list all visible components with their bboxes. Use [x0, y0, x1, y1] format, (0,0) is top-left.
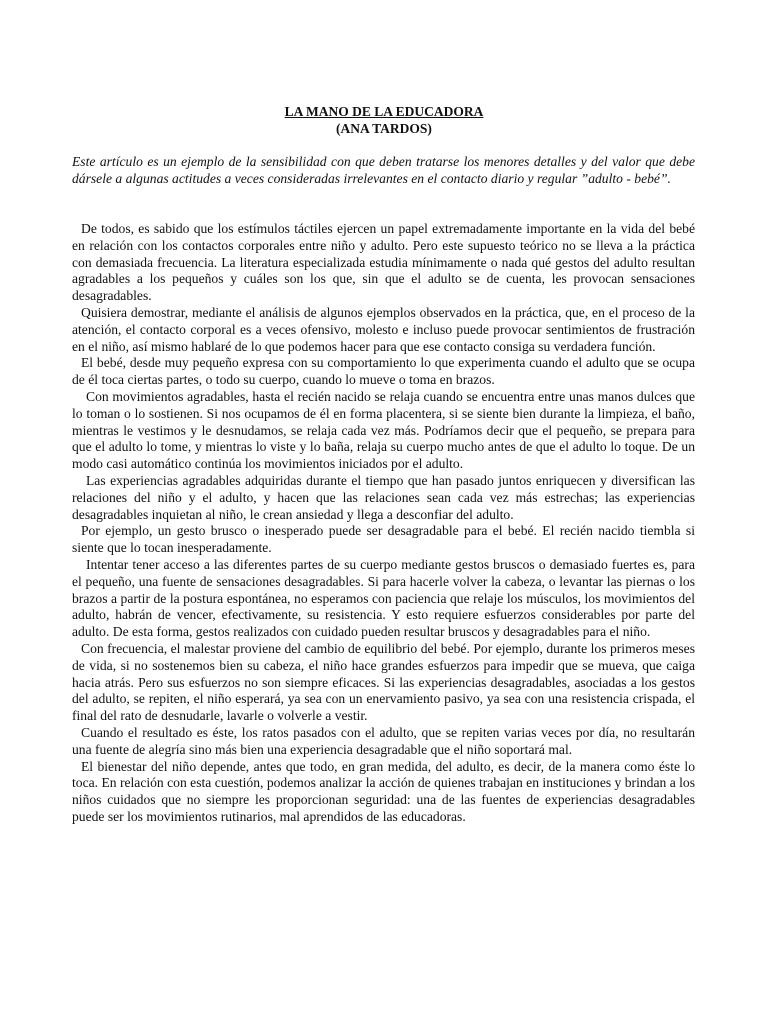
- lead-paragraph: Este artículo es un ejemplo de la sensibilidad con que deben tratarse los menores detalles y del valor que debe dársele a algunas actitudes a veces consideradas irrelevantes en el contacto diario y regular ”adulto - bebé”.: [72, 154, 695, 186]
- body-paragraph: Con movimientos agradables, hasta el recién nacido se relaja cuando se encuentra entre unas manos dulces que lo toman o lo sostienen. Si nos ocupamos de él en forma placentera, si se siente bien durante la limpieza, el baño, mientras le vestimos y le desnudamos, se relaja cada vez más. Podríamos decir que el pequeño, se prepara para que el adulto lo tome, y mientras lo viste y lo baña, relaja su cuerpo mucho antes de que el adulto lo toque. De un modo casi automático continúa los movimientos iniciados por el adulto.: [72, 388, 695, 472]
- body-paragraph: Cuando el resultado es éste, los ratos pasados con el adulto, que se repiten varias veces por día, no resultarán una fuente de alegría sino más bien una experiencia desagradable que el niño soportará mal.: [72, 724, 695, 757]
- body-paragraph: Por ejemplo, un gesto brusco o inesperado puede ser desagradable para el bebé. El recién nacido tiembla si siente que lo tocan inesperadamente.: [72, 523, 695, 556]
- body-paragraph: Con frecuencia, el malestar proviene del cambio de equilibrio del bebé. Por ejemplo, durante los primeros meses de vida, si no sostenemos bien su cabeza, el niño hace grandes esfuerzos para impedir que se mueva, que caiga hacia atrás. Pero sus esfuerzos no son siempre eficaces. Si las experiencias desagradables, asociadas a los gestos del adulto, se repiten, el niño esperará, ya sea con un enervamiento pasivo, ya sea con una resistencia crispada, el final del rato de desnudarle, lavarle o volverle a vestir.: [72, 640, 695, 724]
- body-paragraph: Intentar tener acceso a las diferentes partes de su cuerpo mediante gestos bruscos o demasiado fuertes es, para el pequeño, una fuente de sensaciones desagradables. Si para hacerle volver la cabeza, o levantar las piernas o los brazos a partir de la postura espontánea, no esperamos con paciencia que relaje los músculos, los movimientos del adulto, habrán de vencer, efectivamente, su resistencia. Y esto requiere esfuerzos considerables por parte del adulto. De esta forma, gestos realizados con cuidado pueden resultar bruscos y desagradables para el niño.: [72, 556, 695, 640]
- body-paragraph: Las experiencias agradables adquiridas durante el tiempo que han pasado juntos enriquecen y diversifican las relaciones del niño y el adulto, y hacen que las relaciones sean cada vez más estrechas; las experiencias desagradables inquietan al niño, le crean ansiedad y llega a desconfiar del adulto.: [72, 472, 695, 522]
- body-paragraph: Quisiera demostrar, mediante el análisis de algunos ejemplos observados en la práctica, que, en el proceso de la atención, el contacto corporal es a veces ofensivo, molesto e incluso puede provocar sentimientos de frustración en el niño, así mismo hablaré de lo que podemos hacer para que ese contacto consiga su verdadera función.: [72, 304, 695, 354]
- body-paragraph: El bebé, desde muy pequeño expresa con su comportamiento lo que experimenta cuando el adulto que se ocupa de él toca ciertas partes, o todo su cuerpo, cuando lo mueve o toma en brazos.: [72, 355, 695, 388]
- page-title: LA MANO DE LA EDUCADORA: [284, 104, 484, 119]
- body-paragraph: De todos, es sabido que los estímulos táctiles ejercen un papel extremadamente importante en la vida del bebé en relación con los contactos corporales entre niño y adulto. Pero este supuesto teórico no se lleva a la práctica con demasiada frecuencia. La literatura especializada estudia mínimamente o nada qué gestos del adulto resultan agradables a los pequeños y cuáles son los que, sin que el adulto se de cuenta, les provocan sensaciones desagradables.: [72, 221, 695, 304]
- article-body: [72, 221, 695, 826]
- body-paragraph: El bienestar del niño depende, antes que todo, en gran medida, del adulto, es decir, de la manera como éste lo toca. En relación con esta cuestión, podemos analizar la acción de quienes trabajan en instituciones y brindan a los niños cuidados que no siempre les proporcionan seguridad: una de las fuentes de experiencias desagradables puede ser los movimientos rutinarios, mal aprendidos de las educadoras.: [72, 758, 695, 824]
- author-subtitle: (ANA TARDOS): [336, 121, 432, 136]
